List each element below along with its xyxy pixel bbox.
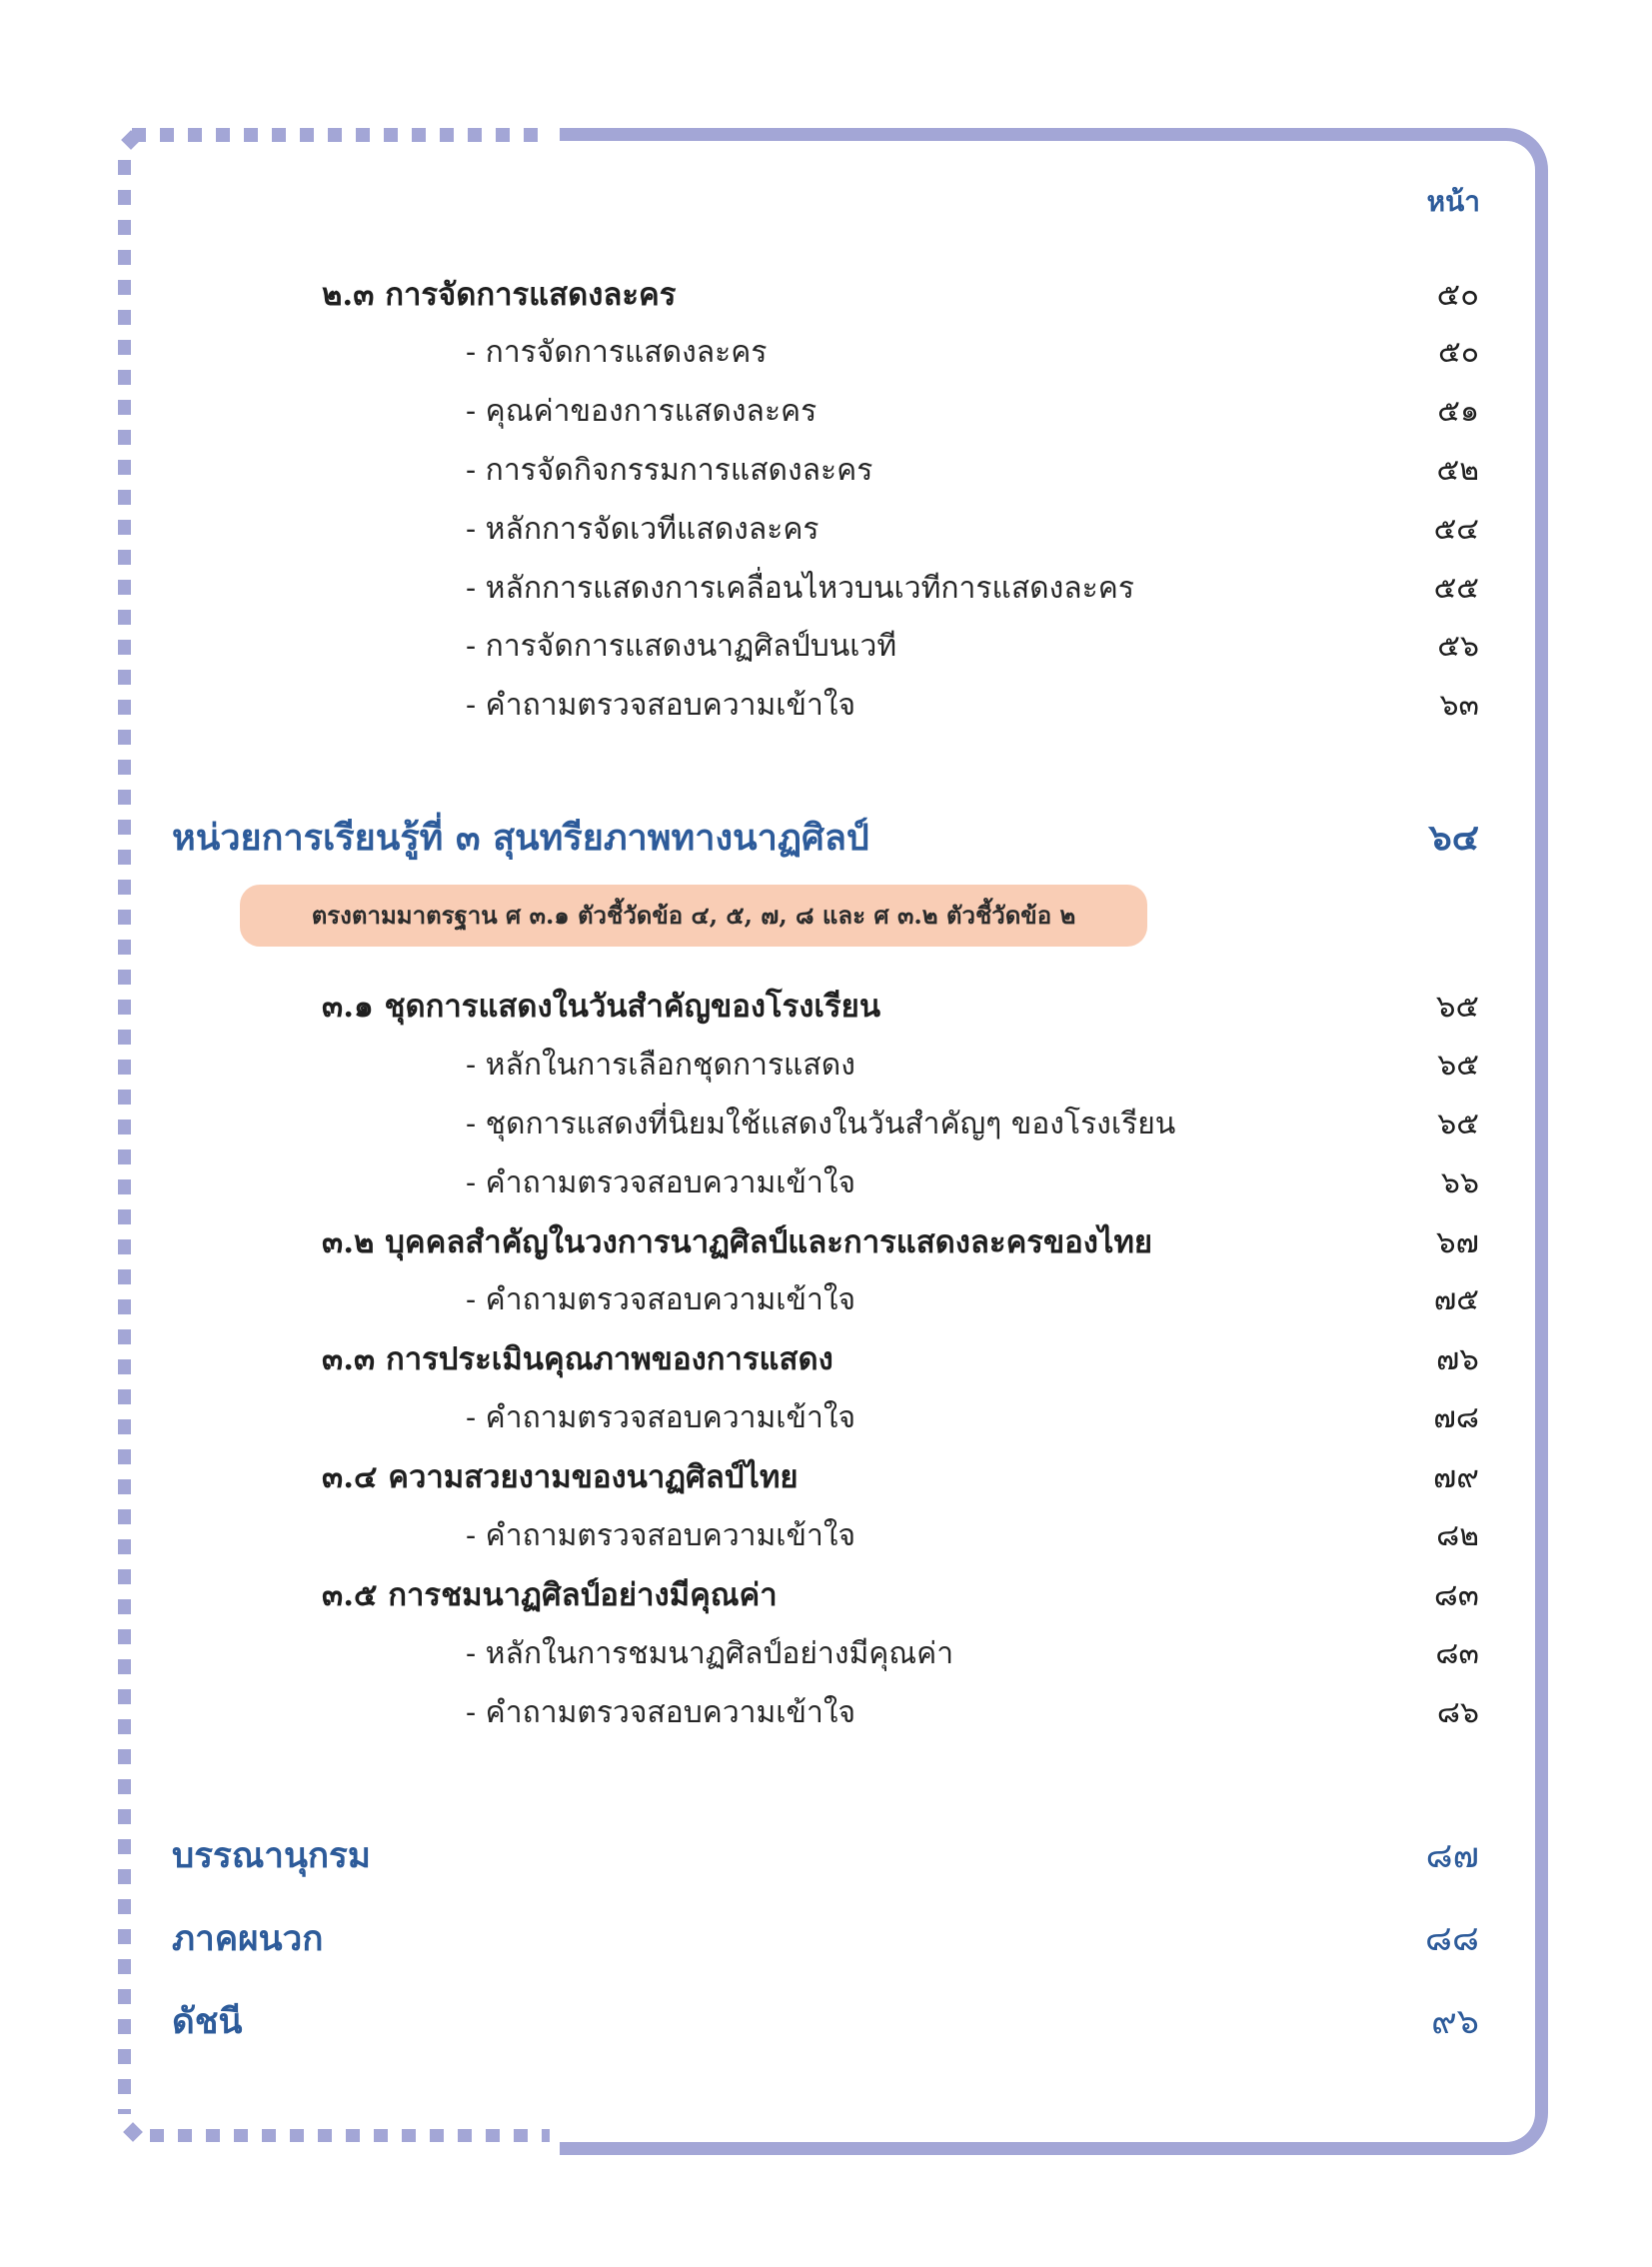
toc-subitem-row[interactable] bbox=[0, 387, 1479, 437]
toc-subitem-title: - คำถามตรวจสอบความเข้าใจ bbox=[466, 1518, 856, 1553]
toc-section-title: ๓.๒ บุคคลสำคัญในวงการนาฏศิลป์และการแสดงละครของไทย bbox=[322, 1224, 1153, 1260]
toc-section-title: ๓.๓ การประเมินคุณภาพของการแสดง bbox=[322, 1341, 833, 1377]
toc-subitem-row[interactable] bbox=[0, 328, 1479, 378]
toc-page-number: ๕๐ bbox=[1437, 335, 1479, 370]
toc-subitem-title: - การจัดกิจกรรมการแสดงละคร bbox=[466, 453, 873, 488]
toc-section-row[interactable] bbox=[0, 1217, 1479, 1267]
toc-page-number: ๕๕ bbox=[1433, 571, 1479, 606]
toc-index-row[interactable] bbox=[0, 1992, 1479, 2052]
toc-subitem-title: - คำถามตรวจสอบความเข้าใจ bbox=[466, 1282, 856, 1317]
toc-page-number: ๘๗ bbox=[1425, 1836, 1479, 1876]
toc-subitem-title: - คำถามตรวจสอบความเข้าใจ bbox=[466, 1695, 856, 1730]
toc-page-number: ๘๓ bbox=[1433, 1577, 1479, 1613]
toc-subitem-row[interactable] bbox=[0, 564, 1479, 614]
toc-subitem-title: - คุณค่าของการแสดงละคร bbox=[466, 394, 818, 429]
toc-subitem-row[interactable] bbox=[0, 1100, 1479, 1149]
toc-unit-heading-row[interactable] bbox=[0, 808, 1479, 868]
toc-subitem-title: - คำถามตรวจสอบความเข้าใจ bbox=[466, 688, 856, 723]
toc-page-number: ๙๖ bbox=[1431, 2002, 1479, 2042]
toc-page-number: ๕๐ bbox=[1436, 277, 1479, 313]
frame-corner-bottom bbox=[123, 2122, 143, 2142]
toc-page-number: ๘๘ bbox=[1424, 1919, 1479, 1959]
toc-appendix-row[interactable] bbox=[0, 1909, 1479, 1969]
toc-section-title: ๓.๔ ความสวยงามของนาฏศิลป์ไทย bbox=[322, 1459, 799, 1495]
toc-section-row[interactable] bbox=[0, 1334, 1479, 1384]
toc-subitem-row[interactable] bbox=[0, 1393, 1479, 1443]
toc-section-title: ๒.๓ การจัดการแสดงละคร bbox=[322, 277, 677, 313]
toc-end-title: ภาคผนวก bbox=[172, 1918, 324, 1959]
standards-badge: ตรงตามมาตรฐาน ศ ๓.๑ ตัวชี้วัดข้อ ๔, ๕, ๗, ๘ และ ศ ๓.๒ ตัวชี้วัดข้อ ๒ bbox=[240, 885, 1147, 947]
toc-page-number: ๖๕ bbox=[1437, 1048, 1479, 1083]
toc-page-number: ๖๓ bbox=[1439, 688, 1479, 723]
toc-subitem-row[interactable] bbox=[0, 1688, 1479, 1738]
toc-end-title: ดัชนี bbox=[172, 2001, 243, 2042]
toc-subitem-title: - คำถามตรวจสอบความเข้าใจ bbox=[466, 1165, 856, 1200]
toc-subitem-row[interactable] bbox=[0, 1041, 1479, 1091]
toc-page-number: ๘๒ bbox=[1436, 1518, 1479, 1553]
toc-unit-page-number: ๖๔ bbox=[1428, 817, 1479, 859]
toc-bibliography-row[interactable] bbox=[0, 1826, 1479, 1886]
toc-subitem-title: - การจัดการแสดงนาฏศิลป์บนเวที bbox=[466, 629, 897, 664]
toc-page-number: ๖๗ bbox=[1436, 1224, 1479, 1260]
toc-section-title: ๓.๑ ชุดการแสดงในวันสำคัญของโรงเรียน bbox=[322, 989, 881, 1025]
toc-page-number: ๖๖ bbox=[1440, 1165, 1479, 1200]
toc-subitem-row[interactable] bbox=[0, 681, 1479, 731]
toc-subitem-row[interactable] bbox=[0, 505, 1479, 555]
toc-page-number: ๕๑ bbox=[1437, 394, 1479, 429]
toc-subitem-row[interactable] bbox=[0, 446, 1479, 496]
frame-bottom-dotted-border bbox=[150, 2129, 550, 2142]
page-column-label: หน้า bbox=[1426, 185, 1480, 218]
toc-page-number: ๗๘ bbox=[1433, 1400, 1479, 1435]
toc-section-row[interactable] bbox=[0, 982, 1479, 1032]
toc-section-row[interactable] bbox=[0, 1570, 1479, 1620]
toc-page-number: ๕๖ bbox=[1437, 629, 1479, 664]
toc-page-number: ๘๖ bbox=[1436, 1695, 1479, 1730]
toc-subitem-row[interactable] bbox=[0, 622, 1479, 672]
toc-page-number: ๕๔ bbox=[1433, 512, 1479, 547]
toc-page-number: ๗๙ bbox=[1432, 1459, 1479, 1495]
toc-subitem-title: - ชุดการแสดงที่นิยมใช้แสดงในวันสำคัญๆ ของโรงเรียน bbox=[466, 1107, 1176, 1141]
toc-subitem-title: - หลักการจัดเวทีแสดงละคร bbox=[466, 512, 820, 547]
toc-subitem-title: - คำถามตรวจสอบความเข้าใจ bbox=[466, 1400, 856, 1435]
toc-end-title: บรรณานุกรม bbox=[172, 1835, 371, 1876]
toc-subitem-row[interactable] bbox=[0, 1629, 1479, 1679]
toc-section-title: ๓.๕ การชมนาฏศิลป์อย่างมีคุณค่า bbox=[322, 1577, 778, 1613]
toc-section-row[interactable] bbox=[0, 1452, 1479, 1502]
toc-page-number: ๘๓ bbox=[1435, 1636, 1479, 1671]
toc-page-number: ๖๕ bbox=[1437, 1107, 1479, 1141]
toc-subitem-title: - หลักในการเลือกชุดการแสดง bbox=[466, 1048, 855, 1083]
toc-subitem-row[interactable] bbox=[0, 1275, 1479, 1325]
toc-subitem-row[interactable] bbox=[0, 1158, 1479, 1208]
toc-page-number: ๗๖ bbox=[1436, 1341, 1479, 1377]
toc-subitem-title: - หลักในการชมนาฏศิลป์อย่างมีคุณค่า bbox=[466, 1636, 954, 1671]
toc-unit-title: หน่วยการเรียนรู้ที่ ๓ สุนทรียภาพทางนาฏศิลป์ bbox=[172, 817, 869, 859]
toc-subitem-title: - การจัดการแสดงละคร bbox=[466, 335, 768, 370]
toc-page-number: ๕๒ bbox=[1436, 453, 1479, 488]
toc-subitem-row[interactable] bbox=[0, 1511, 1479, 1561]
toc-page-number: ๗๕ bbox=[1433, 1282, 1479, 1317]
toc-subitem-title: - หลักการแสดงการเคลื่อนไหวบนเวทีการแสดงละคร bbox=[466, 571, 1134, 606]
toc-section-row[interactable] bbox=[0, 270, 1479, 320]
frame-top-dotted-border bbox=[132, 128, 552, 142]
toc-page-number: ๖๕ bbox=[1435, 989, 1479, 1025]
